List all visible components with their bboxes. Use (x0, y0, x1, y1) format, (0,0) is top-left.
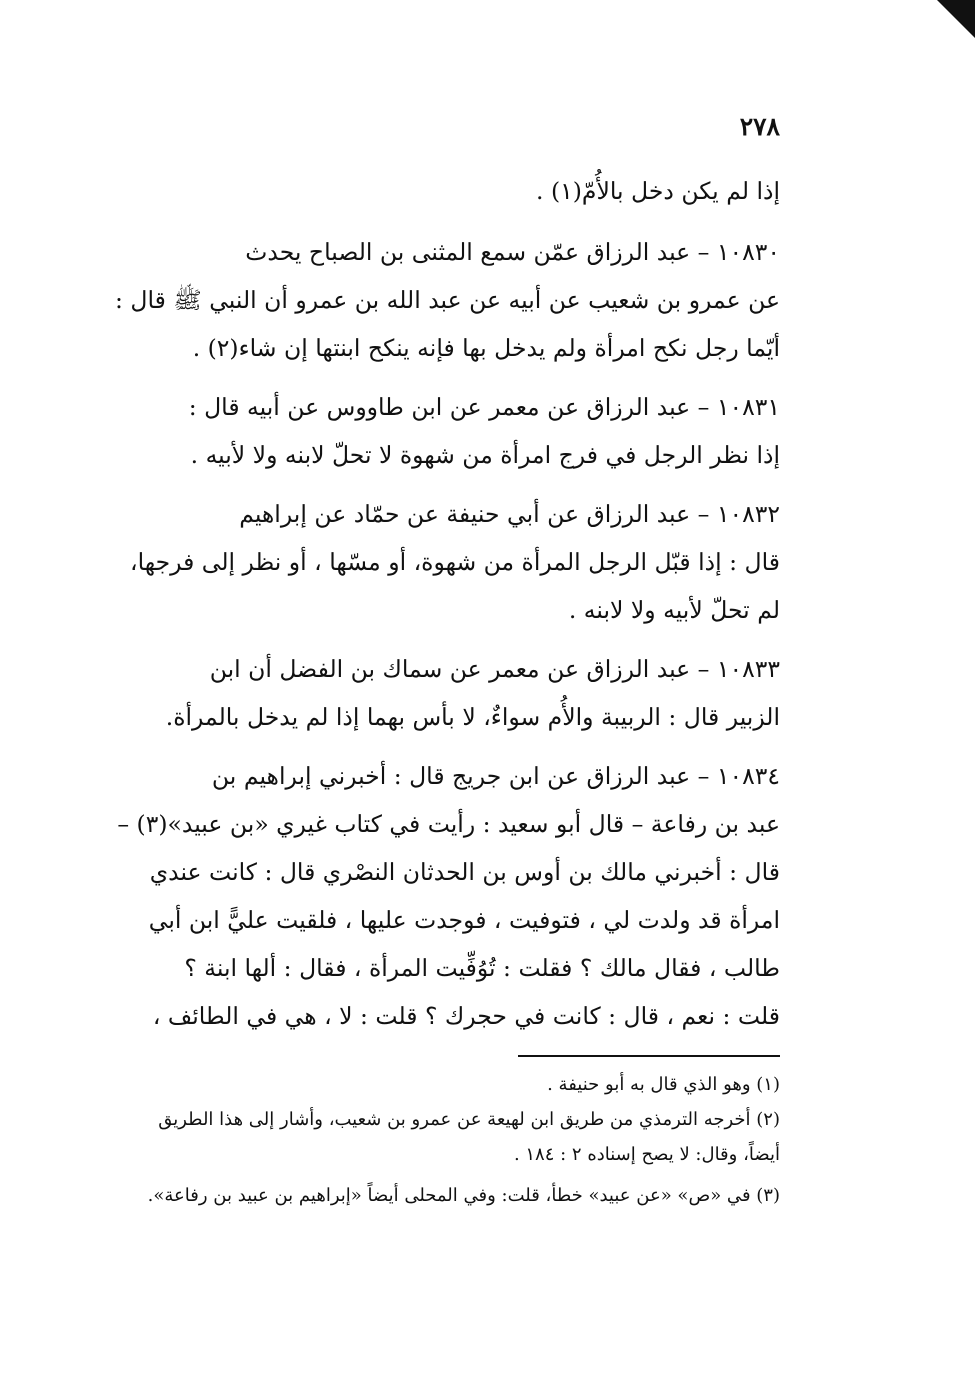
paragraph-10834: ١٠٨٣٤ – عبد الرزاق عن ابن جريج قال : أخبرني إبراهيم بن عبد بن رفاعة – قال أبو سعيد : رأيت في كتاب غيري «بن عبيد»(٣) – قال : أخبرني مالك بن أوس بن الحدثان النصْري قال : كانت عندي امرأة قد ولدت لي ، فتوفيت ، فوجدت عليها ، فلقيت عليًّ ابن أبي طالب ، فقال مالك ؟ فقلت : تُوُفِّيت المرأة ، فقال : ألها ابنة ؟ قلت : نعم ، قال : كانت في حجرك ؟ قلت : لا ، هي في الطائف ، (117, 762, 780, 1030)
footnote-2: (٢) أخرجه الترمذي من طريق ابن لهيعة عن عمرو بن شعيب، وأشار إلى هذا الطريق أيضاً، وقال: لا يصح إسناده ٢ : ١٨٤ . (158, 1109, 780, 1165)
paragraph-10833: ١٠٨٣٣ – عبد الرزاق عن معمر عن سماك بن الفضل أن ابن الزبير قال : الربيبة والأُم سواءٌ، لا بأس بهما إذا لم يدخل بالمرأة. (165, 655, 780, 731)
paragraph-10832: ١٠٨٣٢ – عبد الرزاق عن أبي حنيفة عن حمّاد عن إبراهيم قال : إذا قبّل الرجل المرأة من شهوة، أو مسّها ، أو نظر إلى فرجها، لم تحلّ لأبيه ولا لابنه . (130, 500, 780, 624)
page-number: ٢٧٨ (739, 112, 780, 141)
footnote-3: (٣) في «ص» «عن عبيد» خطأ، قلت: وفي المحلى أيضاً «إبراهيم بن عبيد بن رفاعة». (147, 1185, 780, 1206)
paragraph-continuation: إذا لم يكن دخل بالأُمّ(١) . (536, 177, 780, 205)
paragraph-10831: ١٠٨٣١ – عبد الرزاق عن معمر عن ابن طاووس عن أبيه قال : إذا نظر الرجل في فرج امرأة من شهوة لا تحلّ لابنه ولا لأبيه . (188, 393, 780, 469)
footnote-1: (١) وهو الذي قال به أبو حنيفة . (547, 1074, 780, 1095)
corner-mark (937, 0, 975, 38)
footnotes (108, 1067, 780, 1213)
footnote-divider (518, 1055, 780, 1057)
paragraph-10830: ١٠٨٣٠ – عبد الرزاق عمّن سمع المثنى بن الصباح يحدث عن عمرو بن شعيب عن أبيه عن عبد الله بن عمرو أن النبي ﷺ قال : أيّما رجل نكح امرأة ولم يدخل بها فإنه ينكح ابنتها إن شاء(٢) . (115, 238, 780, 362)
book-page (108, 112, 780, 1213)
